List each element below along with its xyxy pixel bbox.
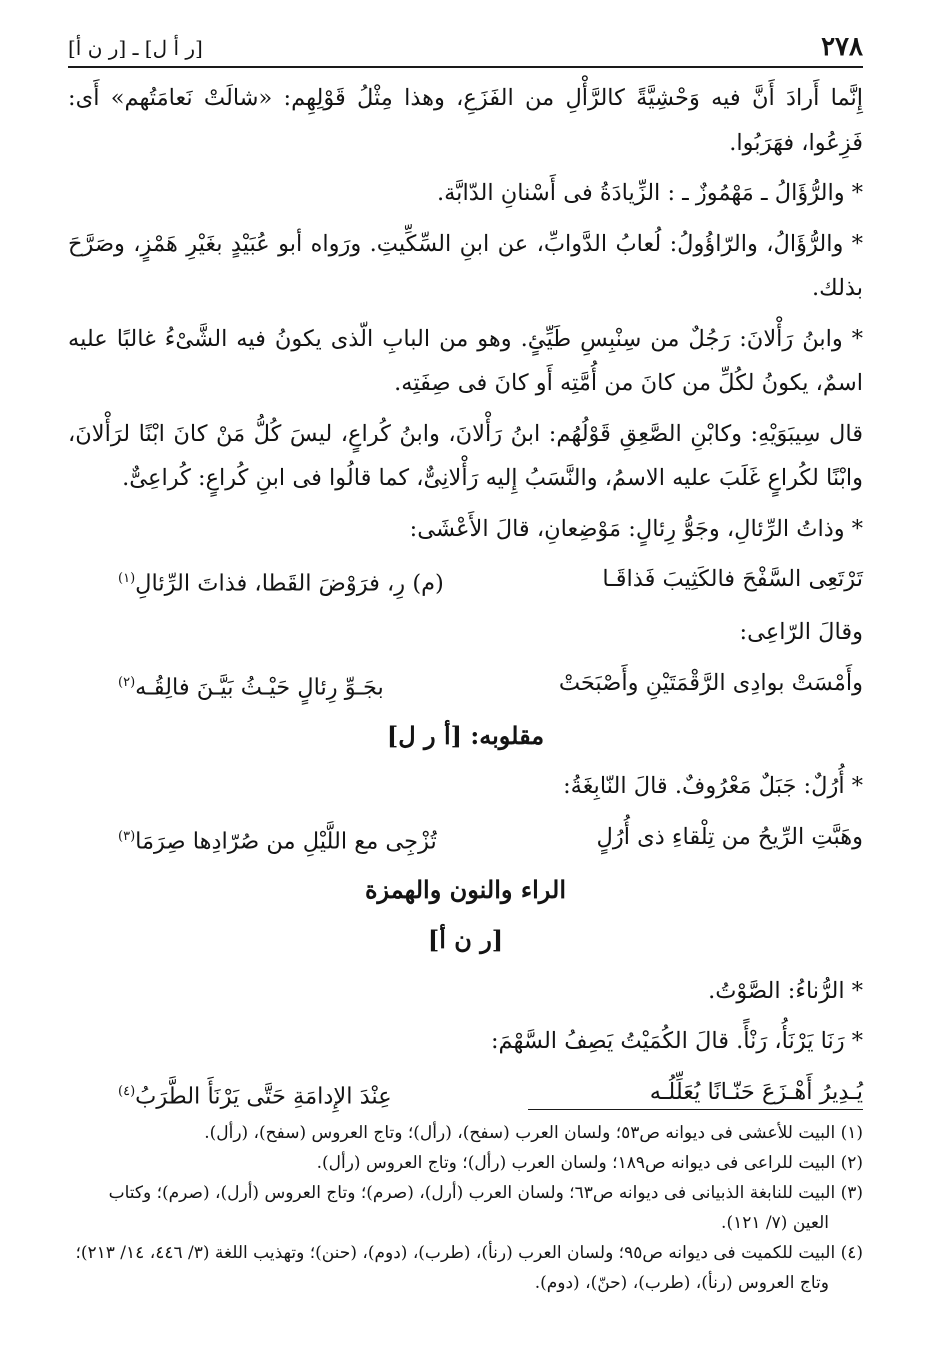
paragraph: * والرُّؤَالُ، والرّاؤُولُ: لُعابُ الدَّوابِّ، عن ابنِ السِّكِّيتِ. ورَواه أبو عُبَيْدٍ بغَيْرِ هَمْزٍ، وصَرَّحَ بذلك. <box>68 230 863 301</box>
verse-line <box>68 815 863 864</box>
verse-hemistich-text: بجَـوِّ رِئالٍ حَيْـثُ بَيَّـنَ فالِقُـه <box>135 674 384 700</box>
chapter-heading: الراء والنون والهمزة <box>364 874 567 904</box>
footnotes <box>68 1109 863 1298</box>
verse-hemistich-second <box>118 661 384 710</box>
paragraph: * والرُّؤَالُ ـ مَهْمُوزٌ ـ : الزِّيادَةُ فى أَسْنانِ الدّابَّة. <box>436 180 863 206</box>
footnote-ref: (١) <box>118 571 136 586</box>
paragraph: * وذاتُ الرِّئالِ، وجَوُّ رِئالٍ: مَوْضِعانِ، قالَ الأَعْشَى: <box>409 515 863 542</box>
verse-hemistich-first: تَرْتَعِى السَّفْحَ فالكَثِيبَ فَذاقَـا <box>602 566 863 592</box>
verse-hemistich-first: وهَبَّتِ الرِّيحُ من تِلْقاءِ ذى أُرُلٍ <box>596 823 863 850</box>
footnote-ref: (٢) <box>118 674 136 690</box>
verse-hemistich-text: عِنْدَ الإِدامَةِ حَتَّى يَرْنَأَ الطَّرَبُ <box>135 1083 392 1109</box>
section-heading: مقلوبه: [أ ر ل] <box>386 720 545 750</box>
section-heading: [ر ن أ] <box>427 925 504 954</box>
verse-line <box>68 661 863 710</box>
footnote: (٢) البيت للراعى فى ديوانه ص١٨٩؛ ولسان العرب (رأل)؛ وتاج العروس (رأل). <box>316 1153 863 1173</box>
paragraph: قال سِيبَوَيْهِ: وكابْنِ الصَّعِقِ قَوْلُهُم: ابنُ رَأْلانَ، وابنُ كُراعٍ، ليسَ كُلُّ مَنْ كانَ ابْنًا لرَأْلانَ، وابْنًا لكُراعٍ غَلَبَ عليه الاسمُ، والنَّسَبُ إِليه رَأْلانِىٌّ، كما قالُوا فى ابنِ كُراعٍ: كُراعِىٌّ. <box>68 420 863 491</box>
footnote: (٤) البيت للكميت فى ديوانه ص٩٥؛ ولسان العرب (رنأ)، (طرب)، (دوم)، (حنن)؛ وتهذيب اللغة (٣/ ٤٤٦، ١٤/ ٢١٣)؛ وتاج العروس (رنأ)، (طرب)، (حنّ)، (دوم). <box>75 1243 863 1293</box>
page-header <box>68 30 863 68</box>
paragraph: * وابنُ رَأْلانَ: رَجُلٌ من سِنْبِسِ طَيِّئٍ. وهو من البابِ الّذى يكونُ فيه الشَّىْءُ غالبًا عليه اسمٌ، يكونُ لكُلِّ من كانَ من أُمَّتِه أَو كانَ فى صِفَتِه. <box>68 325 863 396</box>
verse-hemistich-second <box>118 557 444 606</box>
footnote-divider <box>528 1109 863 1110</box>
verse-hemistich-text: (م) رِ، فرَوْضَ القَطا، فذاتَ الرِّئالِ <box>135 570 444 597</box>
running-head: [ر أ ل] ـ [ر ن أ] <box>68 36 203 60</box>
footnote: (١) البيت للأعشى فى ديوانه ص٥٣؛ ولسان العرب (سفح)، (رأل)؛ وتاج العروس (سفح)، (رأل). <box>204 1123 863 1143</box>
footnote-ref: (٤) <box>118 1083 136 1099</box>
footnote: (٣) البيت للنابغة الذبيانى فى ديوانه ص٦٣؛ ولسان العرب (أرل)، (صرم)؛ وتاج العروس (أرل)، (صرم)؛ وكتاب العين (٧/ ١٢١). <box>108 1183 863 1233</box>
verse-hemistich-second <box>118 815 437 864</box>
verse-hemistich-first: يُـدِيرُ أَهْـزَعَ حَنّـانًا يُعَلِّلُـه <box>649 1078 863 1105</box>
paragraph: * الرُّناءُ: الصَّوْتُ. <box>708 977 863 1004</box>
paragraph: وقالَ الرّاعِى: <box>739 619 863 645</box>
page-body <box>68 76 863 1123</box>
footnote-ref: (٣) <box>118 828 136 844</box>
paragraph: * أُرُلٌ: جَبَلٌ مَعْرُوفٌ. قالَ النّابِغَةُ: <box>563 773 863 799</box>
paragraph: * رَنَا يَرْنَأُ، رَنْأً. قالَ الكُمَيْتُ يَصِفُ السَّهْمَ: <box>490 1028 863 1054</box>
paragraph: إِنَّما أَرادَ أَنَّ فيه وَحْشِيَّةً كالرَّأْلِ من الفَزَعِ، وهذا مِثْلُ قَوْلِهِم: «شالَتْ نَعامَتُهم» أَى: فَزِعُوا، فهَرَبُوا. <box>68 85 863 156</box>
page-number: ٢٧٨ <box>821 32 863 62</box>
verse-line <box>68 557 863 606</box>
verse-hemistich-text: تُزْجِى مع اللَّيْلِ من صُرّادِها صِرَمَا <box>135 828 437 854</box>
verse-hemistich-first: وأَمْسَتْ بوادِى الرَّقْمَتَيْنِ وأَصْبَحَتْ <box>558 669 863 696</box>
